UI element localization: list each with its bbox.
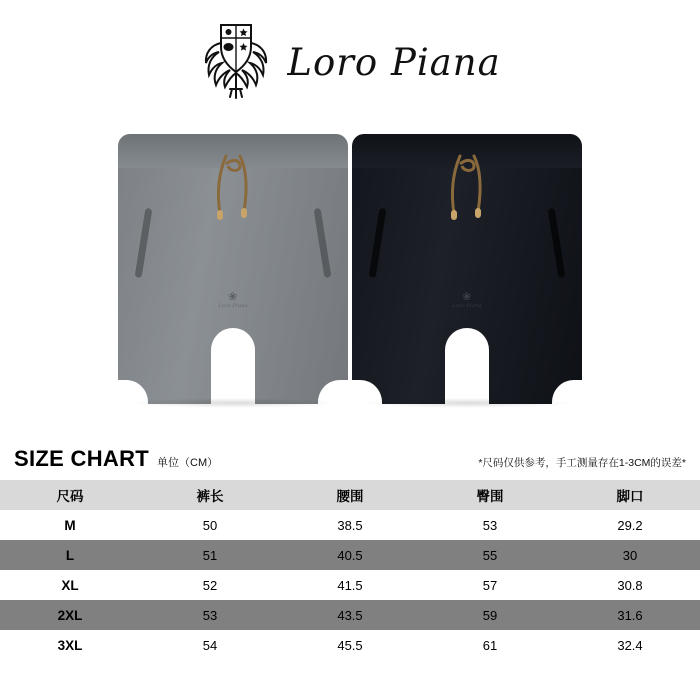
black-shorts (352, 134, 582, 404)
cell-hip: 55 (420, 540, 560, 570)
size-chart-body (0, 510, 700, 660)
cell-length: 53 (140, 600, 280, 630)
table-row (0, 570, 700, 600)
cell-leg-opening: 30 (560, 540, 700, 570)
cell-leg-opening: 32.4 (560, 630, 700, 660)
cell-waist: 45.5 (280, 630, 420, 660)
black-shorts-inseam-notch (445, 328, 489, 406)
emblem-mark: ❀ (462, 291, 472, 303)
grey-shorts-drawcord (196, 152, 270, 242)
brand-header (0, 0, 700, 120)
cell-waist: 41.5 (280, 570, 420, 600)
emblem-text: Loro Piana (218, 303, 248, 309)
emblem-mark: ❀ (228, 291, 238, 303)
column-header-hip: 臀围 (420, 480, 560, 510)
size-chart-unit: 单位（CM） (157, 457, 219, 469)
size-chart-note: *尺码仅供参考，手工测量存在1-3CM的误差* (478, 457, 686, 469)
cell-size: 3XL (0, 630, 140, 660)
cell-size: XL (0, 570, 140, 600)
size-chart-header (0, 440, 700, 480)
cell-waist: 40.5 (280, 540, 420, 570)
cell-hip: 53 (420, 510, 560, 540)
column-header-leg-opening: 脚口 (560, 480, 700, 510)
cell-hip: 57 (420, 570, 560, 600)
cell-length: 54 (140, 630, 280, 660)
column-header-waist: 腰围 (280, 480, 420, 510)
cell-leg-opening: 31.6 (560, 600, 700, 630)
cell-hip: 61 (420, 630, 560, 660)
column-header-size: 尺码 (0, 480, 140, 510)
black-shorts-emblem (447, 292, 487, 310)
size-chart-table (0, 480, 700, 660)
table-row (0, 540, 700, 570)
cell-waist: 43.5 (280, 600, 420, 630)
cell-size: L (0, 540, 140, 570)
size-chart-title: SIZE CHART (14, 446, 149, 471)
black-shorts-drawcord (430, 152, 504, 242)
table-row (0, 510, 700, 540)
table-header-row (0, 480, 700, 510)
column-header-length: 裤长 (140, 480, 280, 510)
cell-length: 50 (140, 510, 280, 540)
table-row (0, 600, 700, 630)
cell-hip: 59 (420, 600, 560, 630)
cell-leg-opening: 29.2 (560, 510, 700, 540)
size-chart-head-row (0, 480, 700, 510)
cell-waist: 38.5 (280, 510, 420, 540)
grey-shorts-shadow (128, 398, 338, 408)
black-shorts-shadow (362, 398, 572, 408)
grey-shorts-inseam-notch (211, 328, 255, 406)
brand-name: Loro Piana (287, 40, 501, 84)
cell-length: 52 (140, 570, 280, 600)
grey-shorts-emblem (213, 292, 253, 310)
emblem-text: Loro Piana (452, 303, 482, 309)
product-images (0, 120, 700, 440)
heraldic-crest-icon (199, 17, 273, 103)
table-row (0, 630, 700, 660)
cell-leg-opening: 30.8 (560, 570, 700, 600)
cell-length: 51 (140, 540, 280, 570)
cell-size: M (0, 510, 140, 540)
cell-size: 2XL (0, 600, 140, 630)
grey-shorts (118, 134, 348, 404)
